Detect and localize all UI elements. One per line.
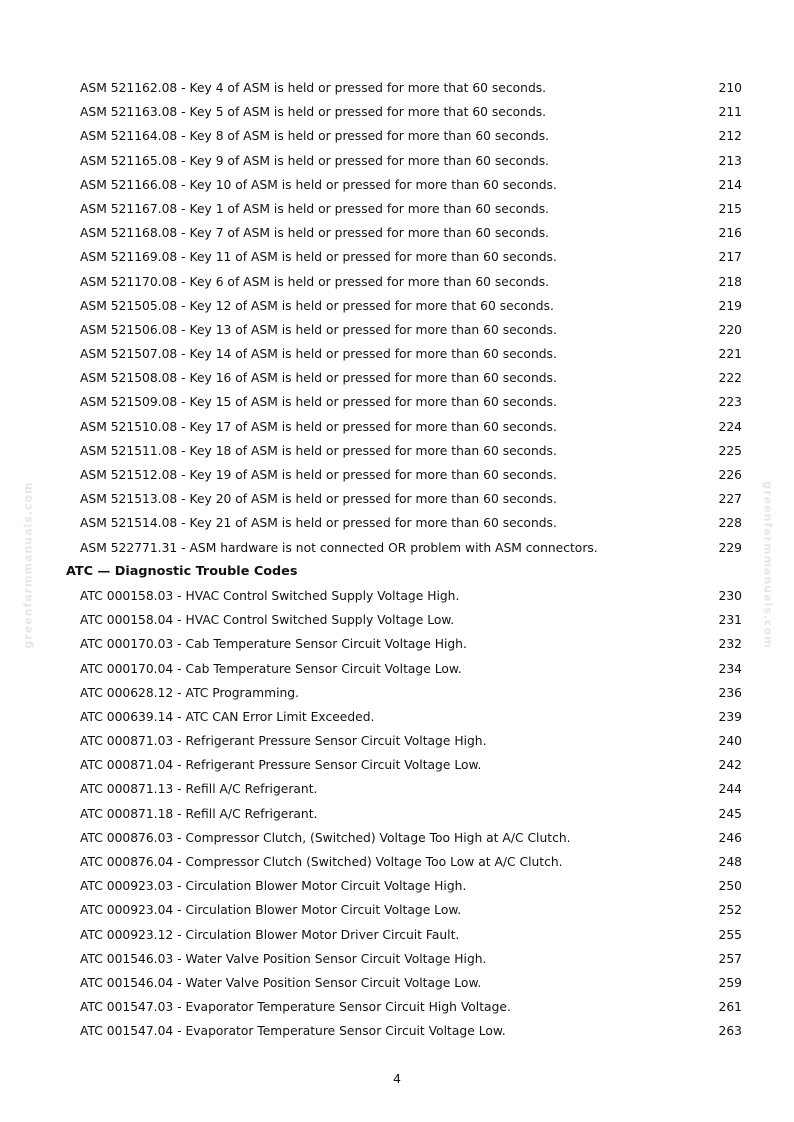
toc-entry-title: ATC 000170.03 - Cab Temperature Sensor Circuit Voltage High. bbox=[80, 637, 467, 652]
toc-entry[interactable] bbox=[0, 245, 794, 269]
toc-entry-title: ASM 522771.31 - ASM hardware is not connected OR problem with ASM connectors. bbox=[80, 540, 598, 555]
toc-entry-page: 218 bbox=[718, 274, 742, 289]
toc-entry-page: 211 bbox=[718, 105, 742, 120]
toc-entry-title: ASM 521514.08 - Key 21 of ASM is held or pressed for more than 60 seconds. bbox=[80, 516, 557, 531]
toc-entry-page: 222 bbox=[718, 371, 742, 386]
toc-entry[interactable] bbox=[0, 753, 794, 777]
toc-entry-page: 224 bbox=[718, 419, 742, 434]
toc-entry-page: 213 bbox=[718, 153, 742, 168]
toc-entry-page: 231 bbox=[718, 613, 742, 628]
toc-entry-title: ASM 521513.08 - Key 20 of ASM is held or pressed for more than 60 seconds. bbox=[80, 492, 557, 507]
toc-entry-page: 234 bbox=[718, 661, 742, 676]
toc-entry-page: 228 bbox=[718, 516, 742, 531]
toc-entry[interactable] bbox=[0, 657, 794, 681]
toc-entry-page: 259 bbox=[718, 975, 742, 990]
toc-entry-title: ASM 521509.08 - Key 15 of ASM is held or pressed for more than 60 seconds. bbox=[80, 395, 557, 410]
toc-entry-page: 255 bbox=[718, 927, 742, 942]
toc-entry-page: 240 bbox=[718, 734, 742, 749]
toc-entry[interactable] bbox=[0, 76, 794, 100]
toc-entry-page: 248 bbox=[718, 855, 742, 869]
toc-entry[interactable] bbox=[0, 923, 794, 947]
toc-entry-title: ASM 521165.08 - Key 9 of ASM is held or pressed for more than 60 seconds. bbox=[80, 153, 550, 168]
toc-entry-page: 219 bbox=[718, 298, 742, 313]
toc-entry-page: 214 bbox=[718, 177, 742, 192]
toc-entry[interactable] bbox=[0, 439, 794, 463]
toc-entry-title: ASM 521505.08 - Key 12 of ASM is held or pressed for more that 60 seconds. bbox=[80, 298, 554, 313]
toc-entry-title: ASM 521510.08 - Key 17 of ASM is held or pressed for more than 60 seconds. bbox=[80, 419, 557, 434]
toc-entry[interactable] bbox=[0, 100, 794, 124]
toc-entry-title: ASM 521511.08 - Key 18 of ASM is held or pressed for more than 60 seconds. bbox=[80, 443, 557, 458]
toc-entry-page: 230 bbox=[718, 588, 742, 603]
toc-entry-page: 221 bbox=[718, 347, 742, 362]
toc-entry[interactable] bbox=[0, 173, 794, 197]
toc-entry[interactable] bbox=[0, 511, 794, 535]
toc-entry-title: ATC 001547.03 - Evaporator Temperature Sensor Circuit High Voltage. bbox=[80, 1000, 511, 1015]
toc-entry-title: ATC 000158.03 - HVAC Control Switched Supply Voltage High. bbox=[80, 588, 460, 603]
toc-entry-title: ASM 521169.08 - Key 11 of ASM is held or pressed for more than 60 seconds. bbox=[80, 250, 557, 265]
toc-entry[interactable] bbox=[0, 124, 794, 148]
toc-entry-page: 217 bbox=[718, 250, 742, 265]
toc-entry-page: 257 bbox=[718, 951, 742, 966]
toc-entry-page: 232 bbox=[718, 637, 742, 652]
watermark-right: greenfarmmanuals.com bbox=[761, 481, 775, 649]
toc-entry-title: ATC 000871.04 - Refrigerant Pressure Sensor Circuit Voltage Low. bbox=[80, 758, 482, 773]
toc-entry-title: ATC 000876.03 - Compressor Clutch, (Switched) Voltage Too High at A/C Clutch. bbox=[80, 830, 571, 845]
toc-entry[interactable] bbox=[0, 536, 794, 560]
section-heading-title: ATC — Diagnostic Trouble Codes bbox=[66, 563, 298, 579]
toc-entry[interactable] bbox=[0, 1019, 794, 1043]
toc-entry-page: 250 bbox=[718, 879, 742, 894]
toc-entry[interactable] bbox=[0, 197, 794, 221]
toc-entry[interactable] bbox=[0, 705, 794, 729]
toc-entry[interactable] bbox=[0, 777, 794, 801]
toc-entry-page: 227 bbox=[718, 492, 742, 507]
toc-entry-title: ASM 521512.08 - Key 19 of ASM is held or pressed for more than 60 seconds. bbox=[80, 468, 557, 482]
toc-entry-page: 252 bbox=[718, 903, 742, 918]
toc-entry[interactable] bbox=[0, 874, 794, 898]
toc-entry-page: 261 bbox=[718, 1000, 742, 1015]
toc-entry[interactable] bbox=[0, 221, 794, 245]
toc-entry-title: ATC 000628.12 - ATC Programming. bbox=[80, 685, 300, 700]
toc-entry-title: ATC 001547.04 - Evaporator Temperature Sensor Circuit Voltage Low. bbox=[80, 1024, 506, 1039]
toc-entry[interactable] bbox=[0, 149, 794, 173]
toc-entry-title: ASM 521167.08 - Key 1 of ASM is held or pressed for more than 60 seconds. bbox=[80, 201, 550, 216]
toc-entry[interactable] bbox=[0, 971, 794, 995]
toc-entry-page: 239 bbox=[718, 709, 742, 724]
toc-entry-title: ATC 000871.03 - Refrigerant Pressure Sensor Circuit Voltage High. bbox=[80, 734, 487, 749]
page-number: 4 bbox=[393, 1072, 401, 1086]
toc-entry[interactable] bbox=[0, 270, 794, 294]
toc-entry-page: 229 bbox=[718, 540, 742, 555]
toc-entry-title: ASM 521170.08 - Key 6 of ASM is held or pressed for more than 60 seconds. bbox=[80, 274, 550, 289]
toc-entry[interactable] bbox=[0, 342, 794, 366]
toc-entry-title: ASM 521168.08 - Key 7 of ASM is held or pressed for more than 60 seconds. bbox=[80, 226, 550, 241]
toc-entry-title: ATC 000871.13 - Refill A/C Refrigerant. bbox=[80, 782, 318, 797]
section-heading bbox=[0, 560, 794, 584]
toc-entry-page: 244 bbox=[718, 782, 742, 797]
toc-entry-title: ATC 000170.04 - Cab Temperature Sensor Circuit Voltage Low. bbox=[80, 661, 462, 676]
toc-entry-page: 263 bbox=[718, 1024, 742, 1039]
toc-entry[interactable] bbox=[0, 584, 794, 608]
watermark-left: greenfarmmanuals.com bbox=[21, 481, 35, 649]
toc-entry-title: ASM 521166.08 - Key 10 of ASM is held or pressed for more than 60 seconds. bbox=[80, 177, 557, 192]
toc-entry-page: 212 bbox=[718, 129, 742, 144]
toc-entry-title: ASM 521506.08 - Key 13 of ASM is held or pressed for more than 60 seconds. bbox=[80, 322, 557, 337]
toc-entry[interactable] bbox=[0, 415, 794, 439]
toc-entry[interactable] bbox=[0, 681, 794, 705]
toc-entry-page: 223 bbox=[718, 395, 742, 410]
toc-entry[interactable] bbox=[0, 366, 794, 390]
toc-entry-title: ATC 000639.14 - ATC CAN Error Limit Exceeded. bbox=[80, 709, 375, 724]
toc-entry-title: ATC 000923.03 - Circulation Blower Motor Circuit Voltage High. bbox=[80, 879, 467, 894]
toc-entry[interactable] bbox=[0, 850, 794, 874]
toc-entry-page: 216 bbox=[718, 226, 742, 241]
toc-entry-page: 245 bbox=[718, 806, 742, 821]
toc-entry-page: 242 bbox=[718, 758, 742, 773]
toc-entry-page: 210 bbox=[718, 81, 742, 95]
toc-entry[interactable] bbox=[0, 995, 794, 1019]
toc-entry-page: 236 bbox=[718, 685, 742, 700]
toc-entry-page: 215 bbox=[718, 201, 742, 216]
toc-entry-title: ATC 000871.18 - Refill A/C Refrigerant. bbox=[80, 806, 318, 821]
toc-entry[interactable] bbox=[0, 487, 794, 511]
toc-entry-title: ASM 521508.08 - Key 16 of ASM is held or pressed for more than 60 seconds. bbox=[80, 371, 557, 386]
toc-entry-page: 226 bbox=[718, 468, 742, 482]
toc-entry-title: ASM 521162.08 - Key 4 of ASM is held or pressed for more that 60 seconds. bbox=[80, 81, 547, 95]
toc-entry[interactable] bbox=[0, 898, 794, 922]
toc-entry-page: 220 bbox=[718, 322, 742, 337]
toc-entry-title: ATC 001546.03 - Water Valve Position Sensor Circuit Voltage High. bbox=[80, 951, 487, 966]
toc-entry-title: ASM 521507.08 - Key 14 of ASM is held or pressed for more than 60 seconds. bbox=[80, 347, 557, 362]
toc-entry[interactable] bbox=[0, 802, 794, 826]
toc-entry-title: ATC 000923.12 - Circulation Blower Motor Driver Circuit Fault. bbox=[80, 927, 460, 942]
toc-entry-page: 225 bbox=[718, 443, 742, 458]
toc-entry-title: ATC 001546.04 - Water Valve Position Sensor Circuit Voltage Low. bbox=[80, 975, 482, 990]
toc-entry-title: ATC 000923.04 - Circulation Blower Motor Circuit Voltage Low. bbox=[80, 903, 462, 918]
toc-entry[interactable] bbox=[0, 294, 794, 318]
toc-entry[interactable] bbox=[0, 608, 794, 632]
toc-entry[interactable] bbox=[0, 947, 794, 971]
table-of-contents bbox=[0, 76, 794, 1044]
toc-entry[interactable] bbox=[0, 318, 794, 342]
toc-entry-title: ATC 000158.04 - HVAC Control Switched Supply Voltage Low. bbox=[80, 613, 455, 628]
toc-entry[interactable] bbox=[0, 463, 794, 487]
toc-entry[interactable] bbox=[0, 390, 794, 414]
toc-entry[interactable] bbox=[0, 826, 794, 850]
toc-entry[interactable] bbox=[0, 729, 794, 753]
toc-entry-title: ATC 000876.04 - Compressor Clutch (Switched) Voltage Too Low at A/C Clutch. bbox=[80, 855, 563, 869]
toc-entry[interactable] bbox=[0, 632, 794, 656]
toc-entry-page: 246 bbox=[718, 830, 742, 845]
toc-entry-title: ASM 521163.08 - Key 5 of ASM is held or pressed for more that 60 seconds. bbox=[80, 105, 547, 120]
toc-entry-title: ASM 521164.08 - Key 8 of ASM is held or pressed for more than 60 seconds. bbox=[80, 129, 550, 144]
